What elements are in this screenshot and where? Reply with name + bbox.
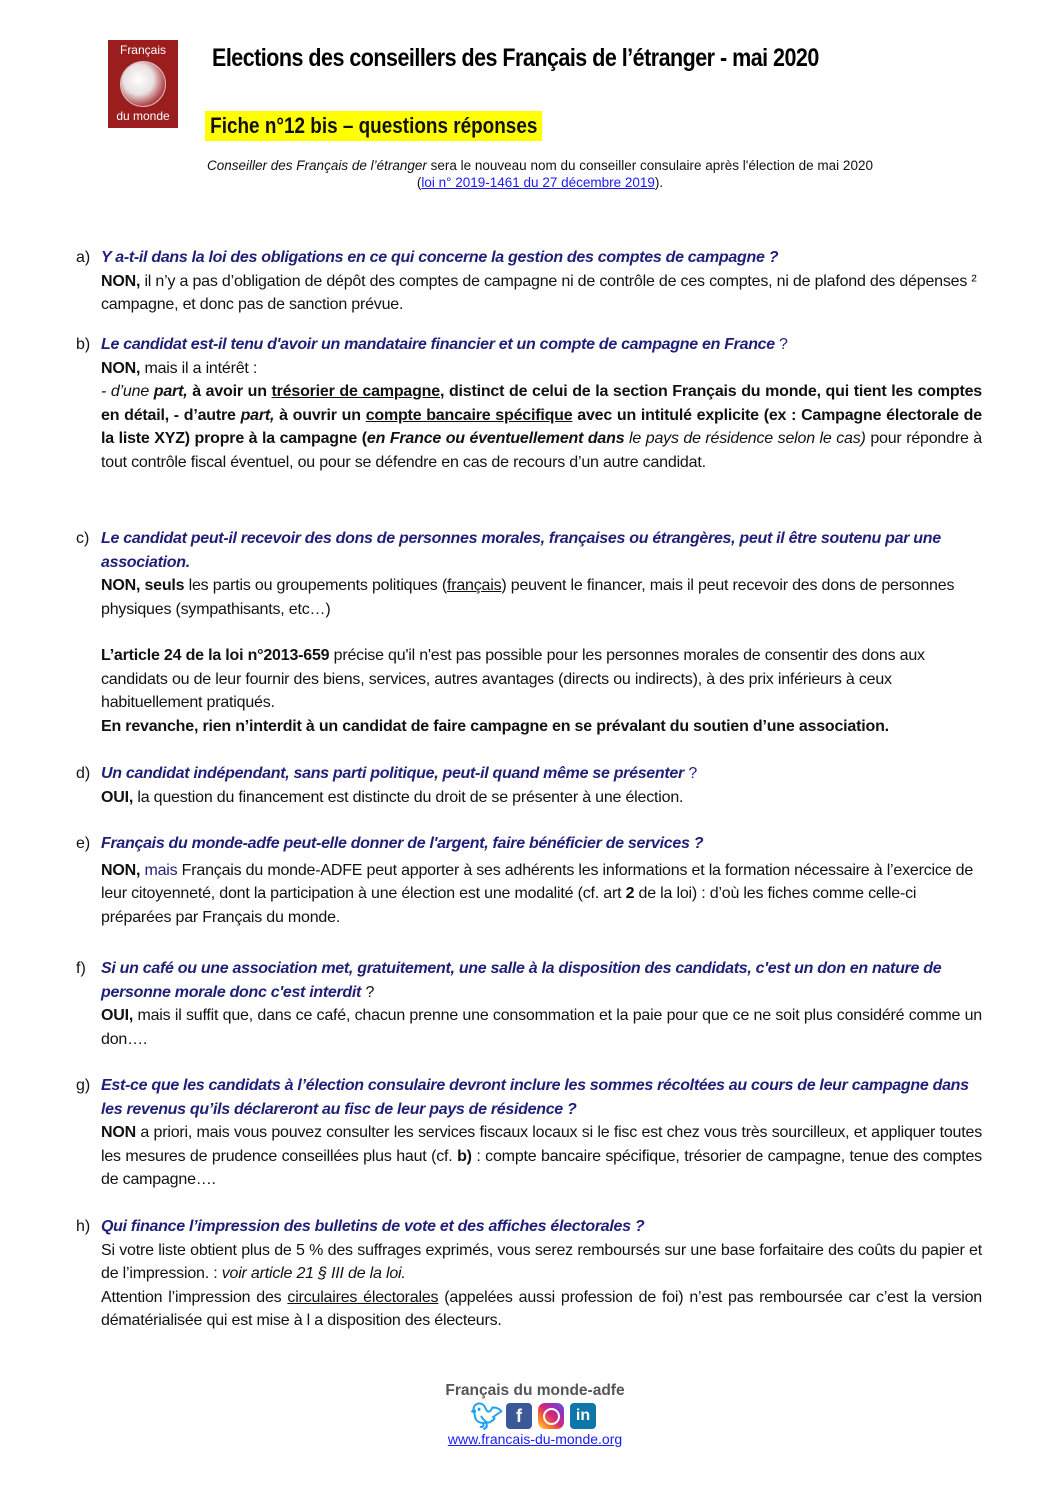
answer [101, 1121, 982, 1192]
question-mark: ? [683, 765, 698, 782]
t: b) [457, 1147, 472, 1165]
answer-text: la question du financement est distincte du droit de se présenter à une élection. [133, 788, 684, 806]
intro-text: sera le nouveau nom du conseiller consulaire après l'élection de mai 2020 [426, 158, 873, 173]
t: part, [153, 383, 188, 400]
t: Si votre liste obtient plus de 5 % des suffrages exprimés, vous serez remboursés sur une base forfaitaire des coûts du papier et de l’impression. : [101, 1241, 982, 1282]
t: 2 [625, 885, 635, 902]
t: français [446, 577, 502, 594]
twitter-icon[interactable]: 🐦︎ [470, 1400, 504, 1431]
answer [101, 1004, 982, 1051]
t: avec un intitulé explicite (ex : Campagne électorale de la liste XYZ) propre à la campagne ( [101, 406, 982, 447]
logo-bottom-text: du monde [116, 109, 170, 123]
t: : compte bancaire spécifique, trésorier de campagne, tenue des comptes de campagne…. [101, 1147, 982, 1188]
answer [101, 859, 982, 930]
answer [101, 357, 982, 381]
t: compte bancaire spécifique [365, 406, 573, 424]
article-note [101, 644, 982, 715]
intro-paragraph [120, 157, 960, 191]
answer-text: il n’y a pas d’obligation de dépôt des comptes de campagne ni de contrôle de ces comptes, ni de plafond des dépenses ² campagne, et donc pas de sanction prévue. [101, 272, 977, 313]
answer [101, 270, 982, 317]
answer-verdict: NON, [101, 861, 141, 879]
qa-item-d [76, 762, 982, 809]
item-marker: a) [76, 249, 91, 266]
question: Est-ce que les candidats à l’élection consulaire devront inclure les sommes récoltées au cours de leur campagne dans les revenus qu’ils déclareront au fisc de leur pays de résidence ? [101, 1077, 969, 1118]
answer-note [101, 1286, 982, 1333]
answer-verdict: OUI, [101, 1007, 134, 1024]
qa-item-c [76, 527, 982, 738]
answer-verdict: OUI, [101, 788, 134, 806]
item-marker: f) [76, 960, 86, 977]
question-text: Le candidat est-il tenu d'avoir un mandataire financier et un compte de campagne en France [101, 336, 780, 353]
t: en France ou éventuellement dans [366, 430, 625, 447]
question [101, 762, 982, 786]
answer-verdict: NON, seuls [101, 577, 185, 594]
item-marker: h) [76, 1218, 91, 1235]
answer-verdict: NON, [101, 272, 141, 290]
question-mark: ? [361, 983, 375, 1001]
qa-item-e [76, 832, 982, 929]
logo-top-text: Français [119, 43, 166, 57]
answer [101, 1239, 982, 1286]
t: L’article 24 de la loi n°2013-659 [101, 647, 330, 664]
question: Y a-t-il dans la loi des obligations en ce qui concerne la gestion des comptes de campagne ? [101, 249, 779, 266]
question: Français du monde-adfe peut-elle donner de l'argent, faire bénéficier de services ? [101, 835, 704, 852]
t: circulaires électorales [287, 1288, 439, 1306]
item-marker: g) [76, 1077, 91, 1094]
qa-item-b [76, 333, 982, 474]
paren: ( [416, 175, 422, 190]
linkedin-icon[interactable]: in [570, 1403, 596, 1429]
question-mark: ? [779, 336, 788, 353]
footer-org: Français du monde-adfe [445, 1382, 625, 1399]
question: Le candidat peut-il recevoir des dons de personnes morales, françaises ou étrangères, peut il être soutenu par une association. [101, 530, 941, 571]
qa-item-h [76, 1215, 982, 1333]
intro-italic: Conseiller des Français de l’étranger [207, 158, 427, 173]
globe-icon [120, 61, 166, 107]
t: - d’une [101, 383, 154, 400]
conclusion: En revanche, rien n’interdit à un candidat de faire campagne en se prévalant du soutien d’une association. [101, 717, 889, 735]
question-text: Un candidat indépendant, sans parti politique, peut-il quand même se présenter [101, 765, 684, 782]
answer-text: mais il suffit que, dans ce café, chacun prenne une consommation et la paie pour que ce ne soit plus considéré comme un don…. [101, 1007, 982, 1048]
qa-item-a [76, 246, 982, 317]
t: trésorier de campagne [271, 383, 440, 400]
item-marker: e) [76, 835, 91, 852]
page-subtitle: Fiche n°12 bis – questions réponses [205, 111, 543, 141]
question: Qui finance l’impression des bulletins de vote et des affiches électorales ? [101, 1218, 645, 1235]
answer-detail [101, 380, 982, 474]
francais-du-monde-logo [108, 40, 178, 128]
t: , distinct de celui de la section Français du monde, qui tient les comptes en détail, - d’autre [101, 383, 982, 424]
t: voir article 21 § III de la loi. [221, 1265, 406, 1282]
question [101, 333, 982, 357]
website-link[interactable]: www.francais-du-monde.org [447, 1431, 623, 1447]
item-marker: b) [76, 336, 91, 353]
t: les partis ou groupements politiques ( [184, 577, 447, 594]
answer [101, 574, 982, 621]
answer [101, 786, 982, 810]
page-title: Elections des conseillers des Français de l’étranger - mai 2020 [212, 44, 819, 72]
law-link[interactable]: loi n° 2019-1461 du 27 décembre 2019 [421, 175, 655, 190]
t: mais [140, 861, 178, 879]
t: ) peuvent le financer, mais il peut recevoir des dons de personnes physiques (sympathisants, etc…) [101, 577, 955, 618]
t: a priori, mais vous pouvez consulter les services fiscaux locaux si le fisc est chez vous très sourcilleux, et appliquer toutes les mesures de prudence conseillées plus haut (cf. [101, 1124, 982, 1165]
social-links [400, 1400, 670, 1431]
t: Attention l’impression des [101, 1288, 288, 1306]
footer [400, 1382, 670, 1449]
answer-verdict: NON, [101, 359, 141, 377]
t: de la loi) : d’où les fiches comme celle-ci préparées par Français du monde. [101, 885, 917, 926]
paren: ). [654, 175, 664, 190]
t: Français du monde-ADFE peut apporter à ses adhérents les informations et la formation nécessaire à l’exercice de leur citoyenneté, dont la participation à une élection est une modalité (cf. art [101, 861, 974, 902]
t: à avoir un [187, 383, 272, 400]
t: à ouvrir un [274, 406, 366, 424]
answer-text: mais il a intérêt : [140, 359, 258, 377]
facebook-icon[interactable]: f [506, 1403, 532, 1429]
t: part, [240, 406, 275, 424]
answer-verdict: NON [101, 1124, 136, 1141]
question [101, 957, 982, 1004]
item-marker: d) [76, 765, 91, 782]
qa-item-f [76, 957, 982, 1051]
t: le pays de résidence selon le cas) [624, 430, 866, 447]
t: pour répondre à tout contrôle fiscal éventuel, ou pour se défendre en cas de recours d’un autre candidat. [101, 430, 982, 471]
t: précise qu'il n'est pas possible pour les personnes morales de consentir des dons aux candidats ou de leur fournir des biens, services, autres avantages (directs ou indirects), à des prix inférieurs à ceux habituellement pratiqués. [101, 647, 925, 711]
t: (appelées aussi profession de foi) n’est pas remboursée car c’est la version dématérialisée qui est mise à l a disposition des électeurs. [101, 1288, 982, 1329]
question-text: Si un café ou une association met, gratuitement, une salle à la disposition des candidats, c'est un don en nature de personne morale donc c'est interdit [101, 960, 942, 1001]
qa-item-g [76, 1074, 982, 1192]
item-marker: c) [76, 530, 90, 547]
instagram-icon[interactable] [538, 1403, 564, 1429]
